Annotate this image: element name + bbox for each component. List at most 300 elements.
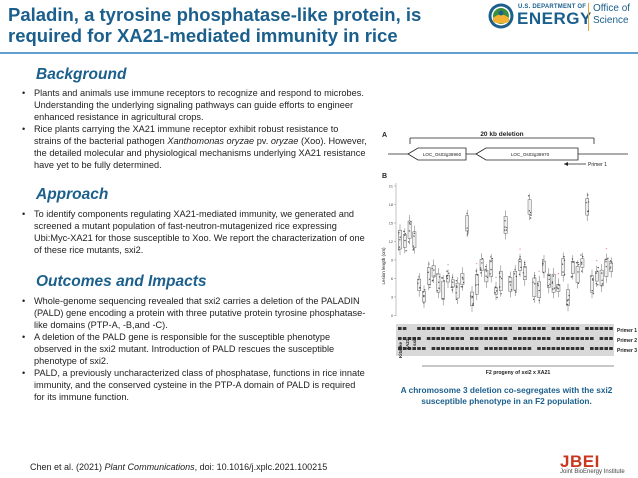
gel-band [484, 327, 488, 330]
gel-band [456, 347, 460, 350]
y-tick-label: 12 [388, 240, 393, 244]
point [610, 266, 611, 267]
point [519, 274, 520, 275]
point [456, 287, 457, 288]
point [418, 276, 419, 277]
point [568, 295, 569, 296]
point [597, 271, 598, 272]
y-tick-label: 15 [388, 221, 393, 226]
gel-band [528, 347, 532, 350]
point [461, 286, 462, 287]
point [528, 195, 529, 196]
gel-band [523, 337, 527, 340]
point [562, 264, 563, 265]
gel-band [412, 347, 416, 350]
gel-band [436, 337, 440, 340]
point [405, 233, 406, 234]
gel-band [576, 327, 580, 330]
point [514, 290, 515, 291]
point [499, 286, 500, 287]
point [398, 249, 399, 250]
point [524, 266, 525, 267]
point [572, 258, 573, 259]
point [548, 279, 549, 280]
point [492, 258, 493, 259]
gel-band [600, 347, 604, 350]
point [556, 287, 557, 288]
gel-band [508, 347, 512, 350]
point [596, 283, 597, 284]
box [576, 266, 579, 282]
point [484, 269, 485, 270]
point [499, 272, 500, 273]
point [463, 282, 464, 283]
point [509, 281, 510, 282]
gel-band [432, 337, 436, 340]
point [581, 270, 582, 271]
point [504, 226, 505, 227]
point [496, 290, 497, 291]
point [403, 231, 404, 232]
point [566, 304, 567, 305]
gel-band [571, 327, 575, 330]
point [520, 267, 521, 268]
gel-band [609, 347, 613, 350]
point [523, 272, 524, 273]
gel-band [537, 347, 541, 350]
point [423, 302, 424, 303]
point [588, 201, 589, 202]
gel-band [590, 347, 594, 350]
point [596, 272, 597, 273]
y-tick-label: 18 [388, 203, 393, 207]
point [409, 222, 410, 223]
gel-band [504, 327, 508, 330]
point [404, 235, 405, 236]
point [539, 300, 540, 301]
point [480, 269, 481, 270]
gel-band [422, 347, 426, 350]
point [452, 277, 453, 278]
gel-band [508, 327, 512, 330]
gel-band [489, 347, 493, 350]
panel-a-label: A [382, 132, 388, 139]
progeny-label: F2 progeny of sxi2 x XA21 [485, 370, 551, 376]
lane-label-kitaake: Kitaake [398, 341, 403, 358]
point [501, 278, 502, 279]
point [534, 283, 535, 284]
point [399, 239, 400, 240]
gel-band [432, 347, 436, 350]
point [439, 276, 440, 277]
point [564, 260, 565, 261]
box [432, 266, 435, 278]
gel-band [456, 337, 460, 340]
box [427, 267, 430, 284]
gel-band [523, 347, 527, 350]
box [586, 199, 589, 216]
gel-band [547, 337, 551, 340]
gel-band [600, 327, 604, 330]
point [529, 210, 530, 211]
gel-band [422, 327, 426, 330]
point [424, 289, 425, 290]
background-bullet-2: • Rice plants carrying the XA21 immune receptor exhibit robust resistance to strains of the bacterial pathogen Xanthomonas oryzae pv. oryzae (Xoo). However, the detailed molecular and physiological mechanisms underlying XA21 resistance have yet to be fully determined. [22, 123, 367, 171]
office-line-2: Science [593, 15, 629, 26]
gel-band [417, 347, 421, 350]
doe-department-text: U.S. DEPARTMENT OF [518, 4, 587, 10]
point [577, 262, 578, 263]
point [414, 233, 415, 234]
point [494, 292, 495, 293]
significance-mark: * [538, 268, 540, 274]
point [417, 279, 418, 280]
point [409, 230, 410, 231]
gel-band [465, 347, 469, 350]
citation-doi: , doi: 10.1016/j.xplc.2021.100215 [194, 462, 328, 472]
box [562, 259, 565, 276]
box [456, 283, 459, 298]
point [564, 274, 565, 275]
gel-band [475, 337, 479, 340]
gel-band [566, 347, 570, 350]
point [452, 289, 453, 290]
gel-band [460, 347, 464, 350]
box [590, 276, 593, 293]
point [476, 270, 477, 271]
gel-label-primer-2: Primer 2 [617, 338, 638, 344]
point [399, 246, 400, 247]
point [537, 285, 538, 286]
point [519, 258, 520, 259]
point [519, 256, 520, 257]
outcomes-bullet-2: • A deletion of the PALD gene is responsible for the susceptible phenotype observed in the sxi2 mutant. Introduction of PALD rescues the susceptible phenotype of sxi2. [22, 331, 367, 367]
point [511, 289, 512, 290]
point [462, 278, 463, 279]
box [571, 261, 574, 273]
gel-band [470, 347, 474, 350]
point [562, 271, 563, 272]
background-heading: Background [36, 66, 127, 83]
point [466, 213, 467, 214]
point [515, 291, 516, 292]
point [542, 259, 543, 260]
gel-band [528, 327, 532, 330]
point [410, 221, 411, 222]
point [601, 280, 602, 281]
point [446, 275, 447, 276]
point [433, 269, 434, 270]
gel-band [460, 337, 464, 340]
point [429, 284, 430, 285]
gel-band [542, 327, 546, 330]
point [597, 267, 598, 268]
point [582, 256, 583, 257]
point [549, 275, 550, 276]
gel-band [604, 337, 608, 340]
box [442, 281, 445, 299]
point [504, 220, 505, 221]
point [413, 245, 414, 246]
point [471, 297, 472, 298]
point [500, 293, 501, 294]
gel-band [595, 347, 599, 350]
doe-energy-text: ENERGY [517, 9, 592, 28]
point [398, 232, 399, 233]
deletion-figure [378, 128, 638, 378]
gel-band [585, 327, 589, 330]
gel-band [556, 347, 560, 350]
point [593, 293, 594, 294]
point [508, 276, 509, 277]
point [413, 235, 414, 236]
gel-band [518, 327, 522, 330]
point [542, 264, 543, 265]
gel-band [446, 337, 450, 340]
point [534, 277, 535, 278]
title-line-1: Paladin, a tyrosine phosphatase-like protein, is [8, 4, 422, 25]
gel-band [499, 347, 503, 350]
gel-band [489, 327, 493, 330]
point [605, 261, 606, 262]
box [408, 221, 411, 238]
point [510, 281, 511, 282]
office-line-1: Office of [593, 3, 631, 14]
outcomes-heading: Outcomes and Impacts [36, 273, 207, 290]
point [514, 269, 515, 270]
y-tick-label: 3 [390, 295, 393, 300]
gel-band [561, 337, 565, 340]
gel-band [451, 347, 455, 350]
point [558, 288, 559, 289]
significance-mark: * [557, 271, 560, 277]
gel-band [417, 327, 421, 330]
gel-band [398, 327, 402, 330]
gel-band [552, 347, 556, 350]
gel-band [552, 327, 556, 330]
jbei-full-name: Joint BioEnergy Institute [560, 469, 625, 475]
poster-title [8, 4, 438, 46]
gel-band [600, 337, 604, 340]
gel-band [523, 327, 527, 330]
point [524, 264, 525, 265]
point [572, 262, 573, 263]
panel-b-label: B [382, 173, 388, 180]
point [578, 283, 579, 284]
gel-band [513, 337, 517, 340]
gel-band [432, 327, 436, 330]
point [467, 230, 468, 231]
point [490, 261, 491, 262]
point [408, 241, 409, 242]
box [533, 278, 536, 297]
point [611, 261, 612, 262]
figure-caption: A chromosome 3 deletion co-segregates with the sxi2 susceptible phenotype in an F2 population. [400, 385, 613, 406]
gel-band [484, 337, 488, 340]
gel-band [561, 327, 565, 330]
point [470, 295, 471, 296]
gel-band [427, 337, 431, 340]
point [404, 240, 405, 241]
gel-band [518, 337, 522, 340]
point [578, 264, 579, 265]
gel-band [595, 327, 599, 330]
gel-band [470, 327, 474, 330]
gel-band [580, 347, 584, 350]
point [576, 262, 577, 263]
gel-band [609, 327, 613, 330]
point [538, 290, 539, 291]
y-ticks [389, 185, 396, 319]
point [530, 215, 531, 216]
point [552, 281, 553, 282]
point [514, 273, 515, 274]
gel-band [494, 347, 498, 350]
point [542, 263, 543, 264]
point [436, 273, 437, 274]
point [516, 276, 517, 277]
point [499, 276, 500, 277]
gel-band [465, 327, 469, 330]
gel-band [571, 347, 575, 350]
point [490, 269, 491, 270]
gel-band [556, 337, 560, 340]
point [443, 298, 444, 299]
gel-band [446, 347, 450, 350]
point [587, 194, 588, 195]
point [490, 256, 491, 257]
point [597, 284, 598, 285]
citation [30, 462, 327, 472]
y-axis-label: Lesion length (cm) [381, 247, 386, 285]
gel-band [460, 327, 464, 330]
citation-journal: Plant Communications [104, 462, 195, 472]
point [506, 229, 507, 230]
point [563, 256, 564, 257]
point [588, 210, 589, 211]
gel-band [475, 327, 479, 330]
point [455, 292, 456, 293]
gel-band [499, 337, 503, 340]
point [452, 281, 453, 282]
point [438, 282, 439, 283]
point [567, 300, 568, 301]
point [481, 262, 482, 263]
gel-band [499, 327, 503, 330]
outcomes-list [22, 295, 367, 403]
gel-label-primer-1: Primer 1 [617, 328, 638, 334]
gel-band [528, 337, 532, 340]
gel-band [484, 347, 488, 350]
gel-band [609, 337, 613, 340]
header-divider [0, 52, 638, 54]
gel-band [451, 337, 455, 340]
gel-band [542, 347, 546, 350]
doe-seal-icon [488, 3, 514, 29]
title-line-2: required for XA21-mediated immunity in rice [8, 25, 398, 46]
gel-band [451, 327, 455, 330]
point [444, 280, 445, 281]
point [480, 267, 481, 268]
gel-band [518, 347, 522, 350]
point [601, 272, 602, 273]
gel-band [475, 347, 479, 350]
gel-band [571, 337, 575, 340]
point [549, 284, 550, 285]
point [448, 273, 449, 274]
gel-band [556, 327, 560, 330]
point [506, 227, 507, 228]
gel-band [494, 327, 498, 330]
point [433, 275, 434, 276]
background-list [22, 87, 367, 171]
point [466, 227, 467, 228]
gel-band [489, 337, 493, 340]
significance-mark: * [519, 246, 521, 252]
point [446, 271, 447, 272]
point [431, 268, 432, 269]
y-tick-label: 21 [388, 184, 393, 189]
point [601, 285, 602, 286]
gel-band [537, 337, 541, 340]
point [487, 277, 488, 278]
point [602, 283, 603, 284]
significance-mark: * [605, 246, 608, 252]
point [548, 285, 549, 286]
point [592, 290, 593, 291]
point [585, 202, 586, 203]
gel-band [494, 337, 498, 340]
gel-band [436, 347, 440, 350]
primer-label: Primer 1 [588, 162, 607, 168]
point [447, 278, 448, 279]
gel-band [542, 337, 546, 340]
point [417, 282, 418, 283]
gel-band [532, 337, 536, 340]
gel-band [441, 327, 445, 330]
point [590, 275, 591, 276]
box [566, 290, 569, 306]
point [519, 261, 520, 262]
gel-band [566, 337, 570, 340]
point [543, 272, 544, 273]
point [537, 283, 538, 284]
gel-band [604, 347, 608, 350]
citation-authors: Chen et al. (2021) [30, 462, 105, 472]
point [462, 277, 463, 278]
doe-logo [488, 3, 633, 31]
point [462, 286, 463, 287]
point [606, 266, 607, 267]
point [467, 232, 468, 233]
approach-heading: Approach [36, 186, 109, 203]
significance-mark: * [447, 262, 449, 268]
point [609, 261, 610, 262]
point [534, 275, 535, 276]
point [477, 274, 478, 275]
gel-band [576, 347, 580, 350]
point [504, 229, 505, 230]
boxplots [398, 193, 612, 312]
point [485, 275, 486, 276]
gel-band [441, 347, 445, 350]
point [438, 288, 439, 289]
background-bullet-1: • Plants and animals use immune receptors to recognize and respond to microbes. Understanding the underlying signaling pathways can guide efforts to engineer enhanced resistance in agricultural crops. [22, 87, 367, 123]
office-of-science [588, 3, 632, 31]
gel-band [504, 347, 508, 350]
point [532, 282, 533, 283]
point [510, 284, 511, 285]
